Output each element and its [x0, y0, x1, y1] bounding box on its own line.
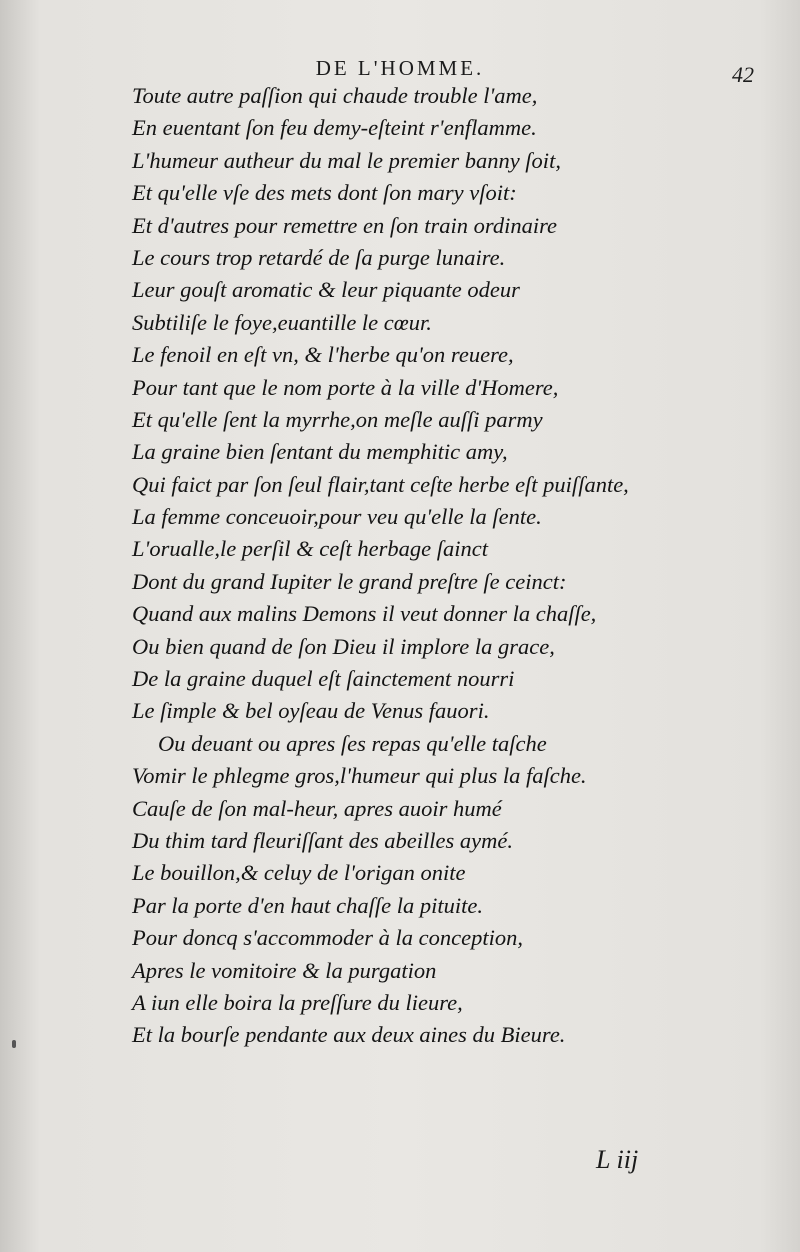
verse-line: Et d'autres pour remettre en ſon train ordinaire — [132, 212, 557, 238]
verse-line: Ou deuant ou apres ſes repas qu'elle taſche — [158, 730, 547, 756]
verse-line: Subtiliſe le foye,euantille le cœur. — [132, 309, 432, 335]
verse-line: Vomir le phlegme gros,l'humeur qui plus la faſche. — [132, 763, 587, 789]
verse-line: Et qu'elle ſent la myrrhe,on meſle auſſi parmy — [132, 406, 543, 432]
verse-line: La femme conceuoir,pour veu qu'elle la ſente. — [132, 504, 542, 530]
verse-line: Le ſimple & bel oyſeau de Venus fauori. — [132, 698, 490, 724]
verse-line: A iun elle boira la preſſure du lieure, — [132, 989, 463, 1015]
running-head: DE L'HOMME. — [315, 56, 485, 80]
verse-line: Et la bourſe pendante aux deux aines du Bieure. — [132, 1022, 566, 1048]
verse-line: Le cours trop retardé de ſa purge lunaire. — [132, 244, 506, 270]
verse-line: Leur gouſt aromatic & leur piquante odeur — [132, 277, 520, 303]
verse-line: L'orualle,le perſil & ceſt herbage ſainct — [132, 536, 489, 562]
verse-line: Le fenoil en eſt vn, & l'herbe qu'on reuere, — [132, 342, 514, 368]
ink-speck — [12, 1040, 16, 1048]
verse-line: Quand aux malins Demons il veut donner la chaſſe, — [132, 601, 597, 627]
verse-line: Par la porte d'en haut chaſſe la pituite. — [132, 892, 484, 918]
verse-line: Pour doncq s'accommoder à la conception, — [132, 925, 523, 951]
verse-line: Apres le vomitoire & la purgation — [132, 957, 437, 983]
verse-line: Le bouillon,& celuy de l'origan onite — [132, 860, 466, 886]
verse-line: Dont du grand Iupiter le grand preſtre ſe ceinct: — [132, 568, 567, 594]
page-number: 42 — [732, 62, 754, 87]
verse-line: De la graine duquel eſt ſainctement nourri — [132, 666, 515, 692]
verse-line: La graine bien ſentant du memphitic amy, — [132, 439, 508, 465]
verse-line: Cauſe de ſon mal-heur, apres auoir humé — [132, 795, 502, 821]
verse-line: Qui faict par ſon ſeul flair,tant ceſte herbe eſt puiſſante, — [132, 471, 629, 497]
verse-line: Pour tant que le nom porte à la ville d'Homere, — [132, 374, 559, 400]
poem-text — [132, 80, 672, 1052]
verse-line: Du thim tard fleuriſſant des abeilles aymé. — [132, 827, 513, 853]
verse-line: En euentant ſon feu demy-eſteint r'enflamme. — [132, 115, 537, 141]
verse-line: Et qu'elle vſe des mets dont ſon mary vſoit: — [132, 180, 517, 206]
verse-line: Toute autre paſſion qui chaude trouble l'ame, — [132, 83, 538, 108]
signature-mark: L iij — [596, 1145, 639, 1174]
verse-line: L'humeur autheur du mal le premier banny ſoit, — [132, 147, 561, 173]
verse-line: Ou bien quand de ſon Dieu il implore la grace, — [132, 633, 555, 659]
